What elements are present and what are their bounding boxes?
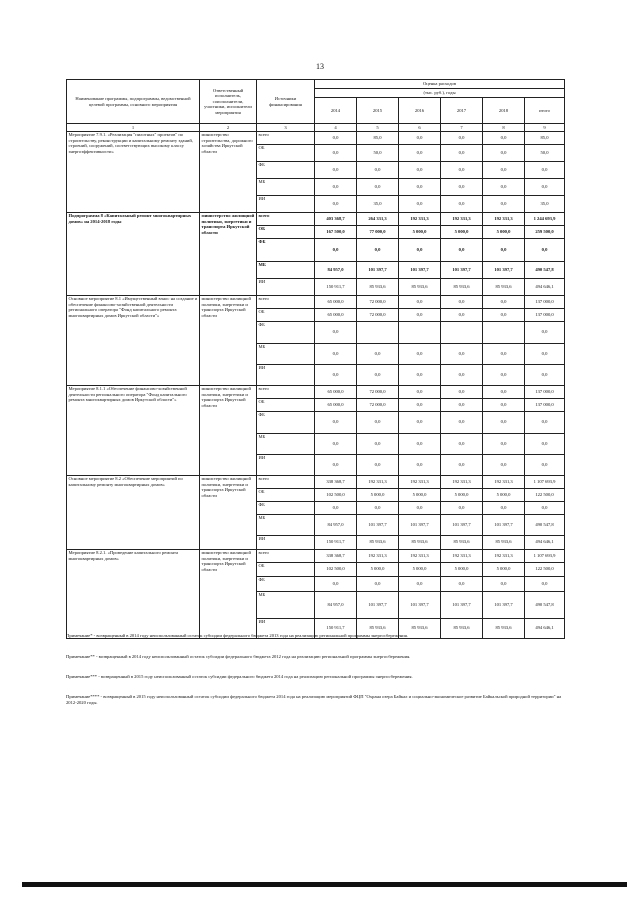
row-year-value: 5 000,0 [441,562,483,576]
row-year-value: 192 331,3 [441,212,483,225]
row-year-value: 0,0 [315,195,357,212]
row-total-value: 1 107 693,9 [525,475,565,488]
row-year-value: 0,0 [357,411,399,433]
row-year-value: 0,0 [357,454,399,475]
row-total-value: 259 500,0 [525,225,565,238]
row-year-value: 0,0 [399,364,441,385]
row-total-value: 490 547,8 [525,514,565,535]
column-index: 7 [441,124,483,132]
row-year-value: 85 933,6 [357,618,399,638]
row-year-value: 0,0 [483,131,525,144]
row-year-value [483,321,525,343]
row-year-value: 0,0 [357,501,399,514]
row-total-value: 490 547,8 [525,591,565,618]
row-year-value: 0,0 [441,131,483,144]
header-year: 2017 [441,98,483,124]
row-year-value: 5 000,0 [399,225,441,238]
row-year-value: 167 500,0 [315,225,357,238]
row-program-name: Мероприятие 7.9.1. «Реализация "пилотных" проектов" по строительству, реконструкции и капитальному ремонту зданий, строений, сооружений, соответствующих высокому классу энергоэффективности» [67,131,200,212]
column-index: 8 [483,124,525,132]
row-responsible: министерство жилищной политики, энергетики и транспорта Иркутской области [200,385,257,475]
row-funding-source: ИИ [257,278,315,295]
row-year-value: 0,0 [399,411,441,433]
row-year-value: 0,0 [483,295,525,308]
row-program-name: Мероприятие 8.1.1 «Обеспечение финансово-хозяйственной деятельности регионального оператора "Фонд капитального ремонта многоквартирных домов Иркутской области"» [67,385,200,475]
row-year-value: 101 397,7 [357,514,399,535]
row-total-value: 0,0 [525,411,565,433]
table-body [67,131,565,638]
row-funding-source: ОБ [257,398,315,411]
row-total-value: 494 646,1 [525,535,565,549]
row-year-value: 0,0 [441,411,483,433]
row-funding-source: ОБ [257,225,315,238]
note-3: Примечание*** - возвращенный в 2015 году неиспользованный остаток субсидии федерального бюджета 2014 года на реализацию региональной программы энергосбережения. [66,674,413,679]
row-year-value: 338 368,7 [315,549,357,562]
row-funding-source: ИИ [257,618,315,638]
row-year-value: 65 000,0 [315,295,357,308]
row-year-value: 0,0 [399,238,441,261]
row-year-value: 65 000,0 [315,398,357,411]
column-index: 4 [315,124,357,132]
row-year-value: 0,0 [483,144,525,161]
header-source: Источники финансирования [257,80,315,124]
row-year-value: 0,0 [315,321,357,343]
note-1: Примечание* - возвращенный в 2014 году неиспользованный остаток субсидии федерального бюджета 2013 года на реализацию региональной программы энергосбережения. [66,633,409,638]
column-index: 1 [67,124,200,132]
row-funding-source: ФБ [257,501,315,514]
row-year-value: 101 397,7 [441,514,483,535]
row-year-value: 77 000,0 [357,225,399,238]
header-year: 2014 [315,98,357,124]
table-row [67,385,565,398]
row-year-value: 0,0 [399,178,441,195]
row-year-value: 85 933,6 [483,278,525,295]
row-funding-source: ИИ [257,535,315,549]
row-year-value: 0,0 [315,178,357,195]
row-total-value: 137 000,0 [525,398,565,411]
row-year-value: 192 331,3 [399,475,441,488]
row-funding-source: ФБ [257,321,315,343]
row-total-value: 0,0 [525,576,565,591]
row-year-value: 192 331,3 [357,549,399,562]
row-year-value: 0,0 [441,364,483,385]
row-year-value: 0,0 [357,576,399,591]
header-responsible: Ответственный исполнитель, соисполнители, участники, исполнители мероприятия [200,80,257,124]
row-funding-source: ФБ [257,161,315,178]
row-year-value: 0,0 [399,343,441,364]
row-year-value: 101 397,7 [483,514,525,535]
row-funding-source: всего [257,212,315,225]
row-year-value: 85 933,6 [483,618,525,638]
row-year-value: 0,0 [357,364,399,385]
row-funding-source: ФБ [257,411,315,433]
row-year-value: 192 331,3 [399,549,441,562]
row-year-value: 85 933,6 [441,618,483,638]
row-year-value: 150 911,7 [315,535,357,549]
header-total: итого [525,98,565,124]
row-year-value [357,321,399,343]
row-year-value: 0,0 [357,178,399,195]
row-funding-source: всего [257,295,315,308]
row-year-value: 5 000,0 [357,488,399,501]
row-total-value: 494 646,1 [525,278,565,295]
row-year-value: 0,0 [483,195,525,212]
row-year-value: 0,0 [441,144,483,161]
row-year-value: 0,0 [315,501,357,514]
row-total-value: 0,0 [525,238,565,261]
row-year-value: 0,0 [399,433,441,454]
row-year-value: 101 397,7 [357,261,399,278]
row-year-value: 0,0 [441,576,483,591]
row-year-value: 85 933,6 [441,278,483,295]
row-year-value: 50,0 [357,144,399,161]
row-year-value: 0,0 [399,161,441,178]
row-total-value: 0,0 [525,343,565,364]
row-total-value: 122 500,0 [525,488,565,501]
row-year-value: 0,0 [399,398,441,411]
table-row [67,212,565,225]
row-year-value: 192 331,3 [441,549,483,562]
row-year-value: 192 331,3 [357,475,399,488]
row-year-value: 5 000,0 [483,488,525,501]
row-total-value: 1 244 693,9 [525,212,565,225]
row-year-value: 85 933,6 [357,278,399,295]
header-year: 2018 [483,98,525,124]
header-year: 2016 [399,98,441,124]
column-index: 9 [525,124,565,132]
header-year: 2015 [357,98,399,124]
row-funding-source: всего [257,549,315,562]
page-number: 13 [316,62,324,71]
row-funding-source: МБ [257,343,315,364]
row-year-value: 0,0 [315,161,357,178]
budget-table [66,79,565,639]
row-year-value: 0,0 [315,454,357,475]
row-year-value: 0,0 [441,178,483,195]
row-year-value: 101 397,7 [399,591,441,618]
header-unit: (тыс. руб.), годы [315,89,565,98]
row-year-value: 0,0 [441,308,483,321]
row-year-value: 150 911,7 [315,618,357,638]
row-responsible: министерство жилищной политики, энергетики и транспорта Иркутской области [200,475,257,549]
row-total-value: 494 646,1 [525,618,565,638]
row-funding-source: ИИ [257,195,315,212]
table-row [67,131,565,144]
row-total-value: 0,0 [525,501,565,514]
row-year-value: 0,0 [483,576,525,591]
row-year-value: 0,0 [399,295,441,308]
row-year-value: 85 933,6 [399,278,441,295]
row-total-value: 137 000,0 [525,295,565,308]
row-year-value: 0,0 [399,144,441,161]
row-year-value: 338 368,7 [315,475,357,488]
row-year-value: 101 397,7 [357,591,399,618]
row-year-value: 0,0 [483,308,525,321]
row-year-value: 0,0 [483,501,525,514]
row-year-value: 102 500,0 [315,562,357,576]
scan-edge-bar [22,882,627,887]
row-year-value: 101 397,7 [441,261,483,278]
row-year-value: 0,0 [441,398,483,411]
row-year-value: 0,0 [315,238,357,261]
header-estimate: Оценка расходов [315,80,565,89]
row-year-value: 0,0 [315,343,357,364]
row-year-value: 0,0 [441,238,483,261]
row-year-value: 72 000,0 [357,385,399,398]
row-year-value: 0,0 [483,398,525,411]
row-responsible: министерство жилищной политики, энергетики и транспорта Иркутской области [200,549,257,638]
row-year-value: 35,0 [357,195,399,212]
row-funding-source: ИИ [257,454,315,475]
row-year-value: 5 000,0 [441,488,483,501]
row-funding-source: ФБ [257,238,315,261]
row-responsible: министерство жилищной политики, энергетики и транспорта Иркутской области [200,212,257,295]
row-year-value: 0,0 [441,385,483,398]
row-total-value: 0,0 [525,321,565,343]
row-year-value: 0,0 [483,411,525,433]
row-funding-source: ОБ [257,562,315,576]
row-year-value: 192 331,3 [483,549,525,562]
column-index: 5 [357,124,399,132]
row-funding-source: ИИ [257,364,315,385]
note-4: Примечание**** - возвращенный в 2015 году неиспользованный остаток субсидии федерального бюджета 2014 года на реализацию мероприятий ФЦП "Охрана озера Байкал и социально-экономическое развитие Байкальской природной территории" на 2012-2020 годы. [66,694,562,706]
row-year-value: 85 933,6 [483,535,525,549]
row-total-value: 490 547,8 [525,261,565,278]
row-total-value: 122 500,0 [525,562,565,576]
row-year-value: 0,0 [399,454,441,475]
row-year-value: 5 000,0 [483,225,525,238]
row-year-value: 0,0 [441,161,483,178]
header-name: Наименование программы, подпрограммы, ведомственной целевой программы, основного мероприятия [67,80,200,124]
row-year-value: 0,0 [483,238,525,261]
row-year-value: 85 933,6 [399,535,441,549]
row-responsible: министерство строительства, дорожного хозяйства Иркутской области [200,131,257,212]
row-year-value: 0,0 [315,364,357,385]
row-program-name: Основное мероприятие 8.2 «Обеспечение мероприятий по капитальному ремонту многоквартирных домов» [67,475,200,549]
row-year-value: 0,0 [441,433,483,454]
row-year-value: 0,0 [399,576,441,591]
row-year-value: 0,0 [441,295,483,308]
row-total-value: 50,0 [525,144,565,161]
row-total-value: 0,0 [525,433,565,454]
row-total-value: 137 000,0 [525,385,565,398]
row-year-value: 0,0 [483,178,525,195]
row-year-value: 65 000,0 [315,385,357,398]
row-year-value: 0,0 [399,131,441,144]
row-year-value: 0,0 [315,411,357,433]
table-row [67,295,565,308]
row-year-value: 101 397,7 [441,591,483,618]
row-year-value: 403 368,7 [315,212,357,225]
row-year-value: 150 911,7 [315,278,357,295]
row-total-value: 0,0 [525,161,565,178]
row-year-value: 0,0 [483,161,525,178]
row-year-value: 0,0 [441,343,483,364]
row-year-value [441,321,483,343]
row-year-value: 0,0 [483,454,525,475]
row-year-value: 0,0 [357,161,399,178]
row-funding-source: МБ [257,514,315,535]
row-year-value: 0,0 [483,433,525,454]
row-total-value: 1 107 693,9 [525,549,565,562]
row-year-value: 5 000,0 [441,225,483,238]
row-total-value: 0,0 [525,178,565,195]
row-total-value: 0,0 [525,364,565,385]
row-year-value: 0,0 [357,433,399,454]
row-year-value: 5 000,0 [357,562,399,576]
row-year-value: 72 000,0 [357,295,399,308]
row-year-value: 0,0 [315,144,357,161]
row-year-value: 101 397,7 [399,514,441,535]
row-year-value: 264 331,3 [357,212,399,225]
row-year-value: 0,0 [315,433,357,454]
row-funding-source: ФБ [257,576,315,591]
row-year-value [399,321,441,343]
row-funding-source: МБ [257,178,315,195]
note-2: Примечание** - возвращенный в 2014 году неиспользованный остаток субсидии федерального бюджета 2012 года на реализацию региональной программы энергосбережения. [66,654,411,659]
table-row [67,475,565,488]
row-year-value: 65 000,0 [315,308,357,321]
row-year-value: 72 000,0 [357,398,399,411]
row-year-value: 84 957,0 [315,261,357,278]
row-funding-source: ОБ [257,308,315,321]
row-year-value: 0,0 [315,576,357,591]
row-year-value: 85,0 [357,131,399,144]
row-program-name: Подпрограмма 8 «Капитальный ремонт многоквартирных домов» на 2014-2018 годы [67,212,200,295]
row-year-value: 84 957,0 [315,514,357,535]
row-year-value: 192 331,3 [483,475,525,488]
row-year-value: 0,0 [399,385,441,398]
row-year-value: 5 000,0 [399,562,441,576]
row-funding-source: МБ [257,433,315,454]
row-program-name: Основное мероприятие 8.1 «Имущественный взнос на создание и обеспечение финансово-хозяйственной деятельности регионального оператора "Фонд капитального ремонта многоквартирных домов Иркутской области"» [67,295,200,385]
row-total-value: 137 000,0 [525,308,565,321]
row-year-value: 101 397,7 [483,591,525,618]
row-year-value: 192 331,3 [399,212,441,225]
row-funding-source: ОБ [257,144,315,161]
row-year-value: 0,0 [483,385,525,398]
row-year-value: 102 500,0 [315,488,357,501]
row-year-value: 0,0 [357,343,399,364]
row-year-value: 0,0 [357,238,399,261]
row-year-value: 0,0 [483,364,525,385]
table-header [67,80,565,132]
row-year-value: 0,0 [399,501,441,514]
row-year-value: 101 397,7 [399,261,441,278]
row-funding-source: МБ [257,261,315,278]
row-year-value: 85 933,6 [357,535,399,549]
row-year-value: 0,0 [441,195,483,212]
row-year-value: 101 397,7 [483,261,525,278]
row-year-value: 85 933,6 [441,535,483,549]
row-year-value: 0,0 [441,501,483,514]
row-total-value: 0,0 [525,454,565,475]
row-program-name: Мероприятие 8.2.1. «Проведение капитального ремонта многоквартирных домов» [67,549,200,638]
row-year-value: 85 933,6 [399,618,441,638]
row-year-value: 5 000,0 [399,488,441,501]
row-funding-source: всего [257,131,315,144]
row-year-value: 0,0 [399,195,441,212]
row-responsible: министерство жилищной политики, энергетики и транспорта Иркутской области [200,295,257,385]
row-funding-source: всего [257,385,315,398]
column-index: 3 [257,124,315,132]
row-year-value: 0,0 [399,308,441,321]
row-year-value: 0,0 [483,343,525,364]
row-total-value: 85,0 [525,131,565,144]
row-year-value: 84 957,0 [315,591,357,618]
column-index: 6 [399,124,441,132]
row-total-value: 35,0 [525,195,565,212]
row-year-value: 72 000,0 [357,308,399,321]
row-funding-source: всего [257,475,315,488]
row-year-value: 5 000,0 [483,562,525,576]
column-index: 2 [200,124,257,132]
row-year-value: 192 331,3 [483,212,525,225]
row-year-value: 0,0 [441,454,483,475]
row-year-value: 0,0 [315,131,357,144]
row-funding-source: МБ [257,591,315,618]
row-funding-source: ОБ [257,488,315,501]
table-row [67,549,565,562]
row-year-value: 192 331,3 [441,475,483,488]
